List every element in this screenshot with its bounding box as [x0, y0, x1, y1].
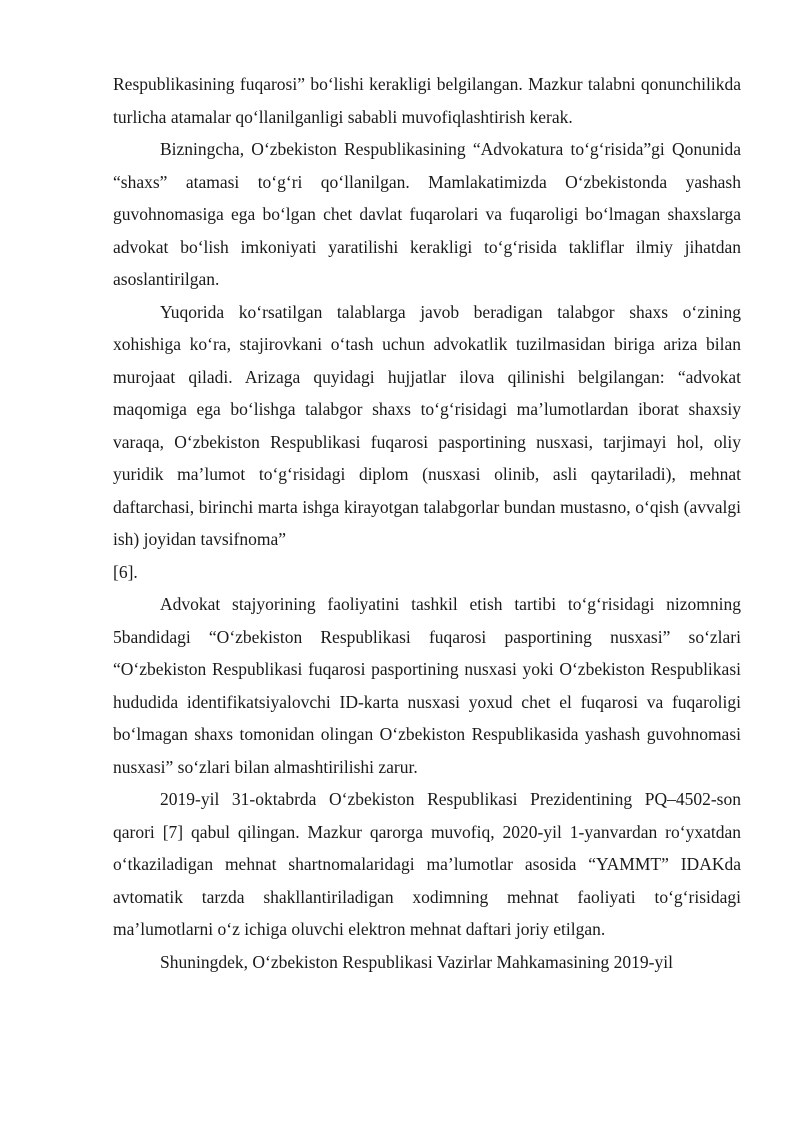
paragraph-3-reference: [6]. — [113, 561, 138, 582]
paragraph-2: Bizningcha, O‘zbekiston Respublikasining “Advokatura to‘g‘risida”gi Qonunida “shaxs” atamasi to‘g‘ri qo‘llanilgan. Mamlakatimizda O‘zbekistonda yashash guvohnomasiga ega bo‘lgan chet davlat fuqarolari va fuqaroligi bo‘lmagan shaxslarga advokat bo‘lish imkoniyati yaratilishi kerakligi to‘g‘risida takliflar ilmiy jihatdan asoslantirilgan. — [113, 139, 741, 289]
paragraph-1: Respublikasining fuqarosi” bo‘lishi kerakligi belgilangan. Mazkur talabni qonunchilikda turlicha atamalar qo‘llanilganligi sababli muvofiqlashtirish kerak. — [113, 74, 741, 127]
paragraph-3: Yuqorida ko‘rsatilgan talablarga javob beradigan talabgor shaxs o‘zining xohishiga ko‘ra, stajirovkani o‘tash uchun advokatlik tuzilmasidan biriga ariza bilan murojaat qiladi. Arizaga quyidagi hujjatlar ilova qilinishi belgilangan: “advokat maqomiga ega bo‘lishga talabgor shaxs to‘g‘risidagi ma’lumotlardan iborat shaxsiy varaqa, O‘zbekiston Respublikasi fuqarosi pasportining nusxasi, tarjimayi hol, oliy yuridik ma’lumot to‘g‘risidagi diplom (nusxasi olinib, asli qaytariladi), mehnat daftarchasi, birinchi marta ishga kirayotgan talabgorlar bundan mustasno, o‘qish (avvalgi ish) joyidan tavsifnoma” — [113, 301, 741, 549]
paragraph-6: Shuningdek, O‘zbekiston Respublikasi Vazirlar Mahkamasining 2019-yil — [160, 951, 673, 972]
paragraph-5: 2019-yil 31-oktabrda O‘zbekiston Respublikasi Prezidentining PQ–4502-son qarori [7] qabul qilingan. Mazkur qarorga muvofiq, 2020-yil 1-yanvardan ro‘yxatdan o‘tkaziladigan mehnat shartnomalaridagi ma’lumotlar asosida “YAMMT” IDAKda avtomatik tarzda shakllantiriladigan xodimning mehnat faoliyati to‘g‘risidagi ma’lumotlarni o‘z ichiga oluvchi elektron mehnat daftari joriy etilgan. — [113, 789, 741, 939]
paragraph-4: Advokat stajyorining faoliyatini tashkil etish tartibi to‘g‘risidagi nizomning 5bandidagi “O‘zbekiston Respublikasi fuqarosi pasportining nusxasi” so‘zlari “O‘zbekiston Respublikasi fuqarosi pasportining nusxasi yoki O‘zbekiston Respublikasi hududida identifikatsiyalovchi ID-karta nusxasi yoxud chet el fuqarosi va fuqaroligi bo‘lmagan shaxs tomonidan olingan O‘zbekiston Respublikasida yashash guvohnomasi nusxasi” so‘zlari bilan almashtirilishi zarur. — [113, 594, 741, 777]
document-page — [113, 68, 741, 978]
